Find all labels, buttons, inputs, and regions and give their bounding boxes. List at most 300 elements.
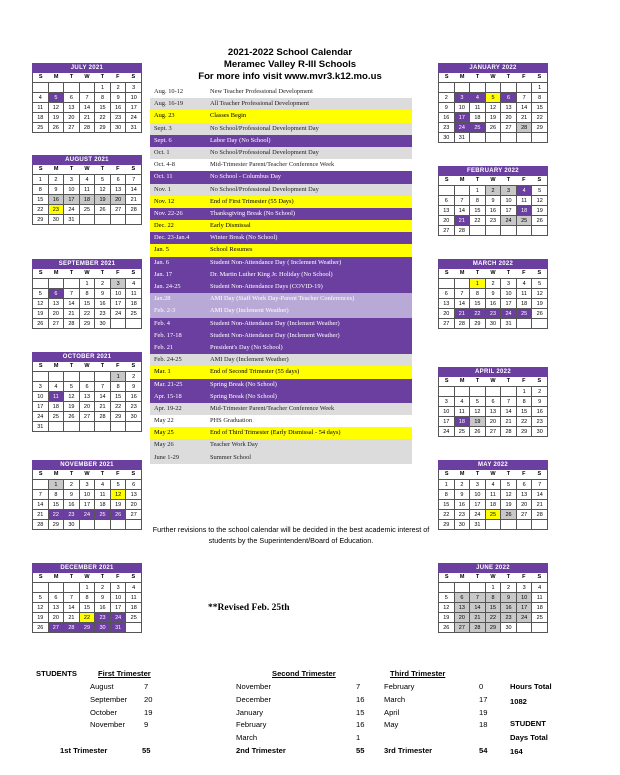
calendar-day: 1 (49, 480, 65, 490)
calendar-day: 14 (33, 500, 49, 510)
weekday-label: W (84, 166, 90, 172)
weekday-header (438, 73, 548, 82)
calendar-day: 31 (64, 215, 80, 225)
third-trimester-total: 54 (479, 746, 488, 755)
event-text: Mid-Trimester Parent/Teacher Conference Week (210, 404, 335, 412)
event-date: Nov. 12 (154, 197, 175, 205)
calendar-day: 31 (33, 422, 49, 432)
calendar-empty-cell (49, 83, 65, 93)
calendar-day: 23 (439, 123, 455, 133)
calendar-day: 3 (501, 279, 517, 289)
weekday-label: T (506, 378, 511, 384)
calendar-day: 9 (439, 103, 455, 113)
weekday-label: S (38, 574, 43, 580)
calendar-day: 16 (95, 299, 111, 309)
calendar-apr (438, 367, 548, 437)
t2-days: 1 (356, 733, 361, 743)
event-row (150, 305, 412, 317)
calendar-empty-cell (501, 226, 517, 236)
calendar-day: 10 (64, 185, 80, 195)
weekday-label: S (38, 166, 43, 172)
weekday-label: S (537, 471, 542, 477)
calendar-day: 6 (517, 480, 533, 490)
calendar-day: 31 (126, 123, 142, 133)
info-link[interactable]: For more info visit www.mvr3.k12.mo.us (198, 71, 382, 82)
weekday-label: S (131, 166, 136, 172)
calendar-day: 23 (95, 309, 111, 319)
calendar-day: 24 (80, 510, 96, 520)
weekday-label: W (490, 177, 496, 183)
calendar-day: 21 (64, 613, 80, 623)
event-date: Jan. 6 (154, 258, 169, 266)
calendar-day: 22 (532, 113, 548, 123)
weekday-label: S (131, 471, 136, 477)
calendar-day: 12 (532, 196, 548, 206)
first-trimester-total-label: 1st Trimester (60, 746, 108, 755)
event-row (150, 269, 412, 281)
calendar-day: 5 (486, 93, 502, 103)
calendar-may (438, 460, 548, 530)
calendar-day: 28 (64, 623, 80, 633)
day-grid (438, 278, 548, 329)
calendar-day: 17 (80, 500, 96, 510)
weekday-label: W (490, 574, 496, 580)
calendar-day: 4 (49, 382, 65, 392)
calendar-day: 25 (455, 427, 471, 437)
weekday-label: T (475, 378, 480, 384)
calendar-dec (32, 563, 142, 633)
t1-days: 7 (144, 682, 149, 691)
calendar-day: 18 (517, 206, 533, 216)
weekday-label: F (116, 166, 120, 172)
event-row (150, 159, 412, 171)
calendar-empty-cell (95, 215, 111, 225)
calendar-day: 24 (470, 510, 486, 520)
calendar-day: 2 (126, 372, 142, 382)
weekday-label: M (53, 74, 59, 80)
calendar-empty-cell (455, 583, 471, 593)
weekday-label: M (53, 166, 59, 172)
event-date: Feb. 21 (154, 343, 174, 351)
calendar-day: 23 (95, 613, 111, 623)
calendar-nov (32, 460, 142, 530)
calendar-day: 9 (49, 185, 65, 195)
calendar-day: 22 (95, 113, 111, 123)
weekday-label: M (459, 177, 465, 183)
calendar-empty-cell (455, 279, 471, 289)
weekday-label: W (84, 363, 90, 369)
calendar-day: 26 (33, 623, 49, 633)
calendar-day: 16 (501, 603, 517, 613)
calendar-day: 2 (111, 83, 127, 93)
calendar-day: 5 (532, 186, 548, 196)
weekday-label: W (490, 270, 496, 276)
calendar-day: 14 (532, 490, 548, 500)
calendar-jul (32, 63, 142, 133)
event-text: AMI Day (Inclement Weather) (210, 307, 289, 315)
weekday-label: T (506, 471, 511, 477)
calendar-day: 2 (49, 175, 65, 185)
calendar-day: 8 (80, 289, 96, 299)
calendar-day: 30 (532, 427, 548, 437)
event-text: No School/Professional Development Day (210, 124, 319, 132)
weekday-label: M (459, 471, 465, 477)
calendar-day: 18 (49, 402, 65, 412)
day-grid (32, 371, 142, 432)
calendar-day: 19 (501, 500, 517, 510)
weekday-label: W (84, 74, 90, 80)
month-title: APRIL 2022 (438, 367, 548, 377)
weekday-header (32, 73, 142, 82)
day-grid (438, 582, 548, 633)
calendar-day: 10 (455, 103, 471, 113)
calendar-day: 16 (439, 113, 455, 123)
calendar-day: 11 (470, 103, 486, 113)
calendar-empty-cell (501, 520, 517, 530)
calendar-empty-cell (126, 520, 142, 530)
event-row (150, 415, 412, 427)
calendar-day: 3 (517, 583, 533, 593)
calendar-day: 20 (439, 216, 455, 226)
calendar-day: 28 (95, 412, 111, 422)
calendar-day: 25 (80, 205, 96, 215)
calendar-day: 10 (111, 289, 127, 299)
weekday-label: W (84, 471, 90, 477)
calendar-day: 25 (33, 123, 49, 133)
calendar-day: 4 (455, 397, 471, 407)
calendar-day: 3 (111, 583, 127, 593)
event-text: Spring Break (No School) (210, 380, 277, 388)
event-text: Dr. Martin Luther King Jr. Holiday (No School) (210, 270, 333, 278)
weekday-label: S (537, 177, 542, 183)
event-row (150, 342, 412, 354)
calendar-day: 13 (126, 490, 142, 500)
weekday-label: S (444, 177, 449, 183)
month-title: MAY 2022 (438, 460, 548, 470)
calendar-day: 6 (455, 593, 471, 603)
calendar-day: 21 (470, 613, 486, 623)
calendar-day: 19 (486, 113, 502, 123)
weekday-label: T (506, 74, 511, 80)
event-row (150, 147, 412, 159)
event-date: Sept. 6 (154, 136, 172, 144)
calendar-day: 9 (126, 382, 142, 392)
calendar-day: 12 (111, 490, 127, 500)
calendar-day: 30 (95, 319, 111, 329)
event-text: AMI Day (Staff Work Day-Parent Teacher Conferences) (210, 295, 355, 303)
calendar-empty-cell (439, 279, 455, 289)
event-date: Sept. 3 (154, 124, 172, 132)
calendar-day: 7 (64, 593, 80, 603)
calendar-day: 28 (126, 205, 142, 215)
calendar-day: 28 (33, 520, 49, 530)
event-date: Aug. 16-19 (154, 100, 184, 108)
event-row (150, 366, 412, 378)
t3-days: 17 (479, 694, 488, 704)
calendar-day: 17 (455, 113, 471, 123)
calendar-day: 2 (501, 583, 517, 593)
event-row (150, 244, 412, 256)
calendar-empty-cell (470, 387, 486, 397)
calendar-empty-cell (33, 480, 49, 490)
calendar-day: 30 (64, 520, 80, 530)
calendar-day: 12 (486, 103, 502, 113)
calendar-day: 8 (517, 397, 533, 407)
calendar-empty-cell (33, 83, 49, 93)
calendar-day: 9 (501, 593, 517, 603)
weekday-label: W (490, 471, 496, 477)
month-title: OCTOBER 2021 (32, 352, 142, 362)
calendar-day: 19 (532, 299, 548, 309)
calendar-day: 16 (111, 103, 127, 113)
calendar-mar (438, 259, 548, 329)
calendar-empty-cell (517, 520, 533, 530)
calendar-day: 4 (517, 279, 533, 289)
event-text: Summer School (210, 453, 252, 461)
calendar-day: 10 (501, 196, 517, 206)
calendar-day: 9 (111, 93, 127, 103)
weekday-label: M (459, 574, 465, 580)
calendar-day: 9 (455, 490, 471, 500)
weekday-label: S (537, 574, 542, 580)
t2-days: 15 (356, 707, 365, 717)
calendar-day: 5 (64, 382, 80, 392)
calendar-empty-cell (439, 186, 455, 196)
t3-days: 18 (479, 720, 488, 730)
calendar-day: 14 (501, 407, 517, 417)
calendar-empty-cell (80, 372, 96, 382)
calendar-day: 6 (49, 289, 65, 299)
t2-days: 16 (356, 694, 365, 704)
calendar-day: 28 (517, 123, 533, 133)
event-row (150, 281, 412, 293)
weekday-label: F (522, 74, 526, 80)
calendar-oct (32, 352, 142, 432)
weekday-header (438, 269, 548, 278)
calendar-day: 12 (33, 603, 49, 613)
calendar-day: 13 (49, 603, 65, 613)
calendar-empty-cell (470, 133, 486, 143)
calendar-day: 8 (49, 490, 65, 500)
calendar-empty-cell (486, 520, 502, 530)
calendar-day: 23 (501, 613, 517, 623)
calendar-day: 6 (49, 593, 65, 603)
calendar-day: 10 (126, 93, 142, 103)
weekday-label: F (116, 574, 120, 580)
calendar-empty-cell (111, 319, 127, 329)
calendar-empty-cell (470, 583, 486, 593)
weekday-label: M (53, 363, 59, 369)
calendar-day: 1 (95, 83, 111, 93)
calendar-day: 27 (517, 510, 533, 520)
third-trimester-heading: Third Trimester (390, 669, 446, 678)
calendar-day: 17 (111, 299, 127, 309)
calendar-day: 14 (80, 103, 96, 113)
calendar-day: 16 (455, 500, 471, 510)
event-text: No School/Professional Development Day (210, 148, 319, 156)
weekday-label: S (131, 74, 136, 80)
calendar-day: 16 (95, 603, 111, 613)
calendar-day: 30 (126, 412, 142, 422)
calendar-empty-cell (501, 387, 517, 397)
calendar-day: 26 (64, 412, 80, 422)
day-grid (32, 479, 142, 530)
event-row (150, 257, 412, 269)
district-name: Meramec Valley R-III Schools (223, 59, 357, 70)
calendar-empty-cell (126, 623, 142, 633)
calendar-day: 26 (439, 623, 455, 633)
calendar-day: 19 (33, 613, 49, 623)
calendar-day: 13 (455, 603, 471, 613)
calendar-day: 27 (486, 427, 502, 437)
calendar-day: 29 (111, 412, 127, 422)
calendar-empty-cell (95, 520, 111, 530)
weekday-label: W (84, 270, 90, 276)
calendar-day: 17 (439, 417, 455, 427)
calendar-day: 20 (455, 613, 471, 623)
calendar-day: 24 (517, 613, 533, 623)
calendar-day: 29 (486, 623, 502, 633)
calendar-empty-cell (111, 422, 127, 432)
calendar-day: 26 (470, 427, 486, 437)
weekday-label: T (475, 270, 480, 276)
calendar-day: 12 (33, 299, 49, 309)
calendar-day: 29 (95, 123, 111, 133)
calendar-day: 13 (49, 299, 65, 309)
calendar-empty-cell (49, 422, 65, 432)
calendar-day: 27 (64, 123, 80, 133)
calendar-empty-cell (486, 387, 502, 397)
event-text: Classes Begin (210, 112, 247, 120)
calendar-empty-cell (517, 226, 533, 236)
event-row (150, 220, 412, 232)
calendar-empty-cell (470, 83, 486, 93)
calendar-day: 26 (486, 123, 502, 133)
calendar-day: 5 (33, 593, 49, 603)
weekday-label: W (84, 574, 90, 580)
calendar-day: 20 (49, 613, 65, 623)
event-text: PHS Graduation (210, 417, 253, 425)
calendar-day: 29 (532, 123, 548, 133)
weekday-label: T (506, 177, 511, 183)
calendar-empty-cell (486, 133, 502, 143)
weekday-label: S (537, 74, 542, 80)
calendar-day: 7 (126, 175, 142, 185)
weekday-label: S (444, 270, 449, 276)
calendar-day: 17 (517, 603, 533, 613)
calendar-day: 10 (439, 407, 455, 417)
revised-date: **Revised Feb. 25th (208, 603, 290, 613)
event-row (150, 330, 412, 342)
calendar-day: 12 (64, 392, 80, 402)
event-text: End of Second Trimester (55 days) (210, 368, 300, 376)
weekday-label: T (100, 166, 105, 172)
calendar-day: 3 (439, 397, 455, 407)
calendar-day: 3 (455, 93, 471, 103)
weekday-label: T (100, 574, 105, 580)
calendar-day: 22 (80, 613, 96, 623)
calendar-day: 29 (439, 520, 455, 530)
weekday-label: T (100, 74, 105, 80)
event-text: All Teacher Professional Development (210, 100, 309, 108)
calendar-empty-cell (455, 186, 471, 196)
weekday-header (32, 362, 142, 371)
event-text: Teacher Work Day (210, 441, 258, 449)
calendar-day: 24 (501, 216, 517, 226)
calendar-empty-cell (80, 520, 96, 530)
days-total: 164 (510, 747, 523, 756)
event-date: Feb. 2-3 (154, 307, 176, 315)
calendar-day: 17 (111, 603, 127, 613)
hours-total-label: Hours Total (510, 682, 552, 691)
calendar-day: 13 (486, 407, 502, 417)
event-text: School Resumes (210, 246, 253, 254)
event-text: Winter Break (No School) (210, 234, 278, 242)
calendar-empty-cell (111, 520, 127, 530)
calendar-day: 7 (455, 289, 471, 299)
weekday-label: T (69, 270, 74, 276)
calendar-day: 6 (486, 397, 502, 407)
calendar-day: 2 (64, 480, 80, 490)
calendar-empty-cell (64, 83, 80, 93)
third-trimester-total-label: 3rd Trimester (384, 746, 433, 755)
calendar-day: 29 (80, 623, 96, 633)
calendar-day: 10 (33, 392, 49, 402)
day-grid (32, 82, 142, 133)
calendar-day: 3 (33, 382, 49, 392)
weekday-label: T (506, 270, 511, 276)
calendar-empty-cell (95, 372, 111, 382)
calendar-day: 11 (126, 593, 142, 603)
weekday-label: M (53, 471, 59, 477)
calendar-day: 4 (517, 186, 533, 196)
calendar-day: 7 (517, 93, 533, 103)
weekday-label: F (522, 471, 526, 477)
weekday-header (438, 377, 548, 386)
t1-month: August (90, 682, 114, 691)
calendar-day: 18 (470, 113, 486, 123)
weekday-label: M (459, 270, 465, 276)
event-row (150, 379, 412, 391)
day-grid (32, 582, 142, 633)
calendar-day: 14 (126, 185, 142, 195)
calendar-day: 14 (517, 103, 533, 113)
day-grid (438, 82, 548, 143)
calendar-empty-cell (80, 83, 96, 93)
t1-days: 19 (144, 707, 153, 717)
calendar-day: 2 (532, 387, 548, 397)
weekday-label: S (131, 363, 136, 369)
second-trimester-total-label: 2nd Trimester (236, 746, 286, 755)
event-date: Aug. 10-12 (154, 88, 184, 95)
calendar-day: 23 (486, 216, 502, 226)
calendar-day: 10 (501, 289, 517, 299)
students-label: STUDENTS (36, 669, 77, 678)
calendar-day: 26 (33, 319, 49, 329)
calendar-day: 5 (532, 279, 548, 289)
calendar-day: 10 (517, 593, 533, 603)
calendar-day: 4 (532, 583, 548, 593)
calendar-day: 4 (126, 583, 142, 593)
event-row (150, 293, 412, 305)
calendar-empty-cell (80, 422, 96, 432)
calendar-day: 24 (455, 123, 471, 133)
calendar-day: 2 (95, 279, 111, 289)
t3-month: March (384, 694, 406, 704)
calendar-day: 6 (439, 289, 455, 299)
t3-month: February (384, 682, 415, 691)
event-text: Student Non-Attendance Day ( Inclement Weather) (210, 258, 342, 266)
